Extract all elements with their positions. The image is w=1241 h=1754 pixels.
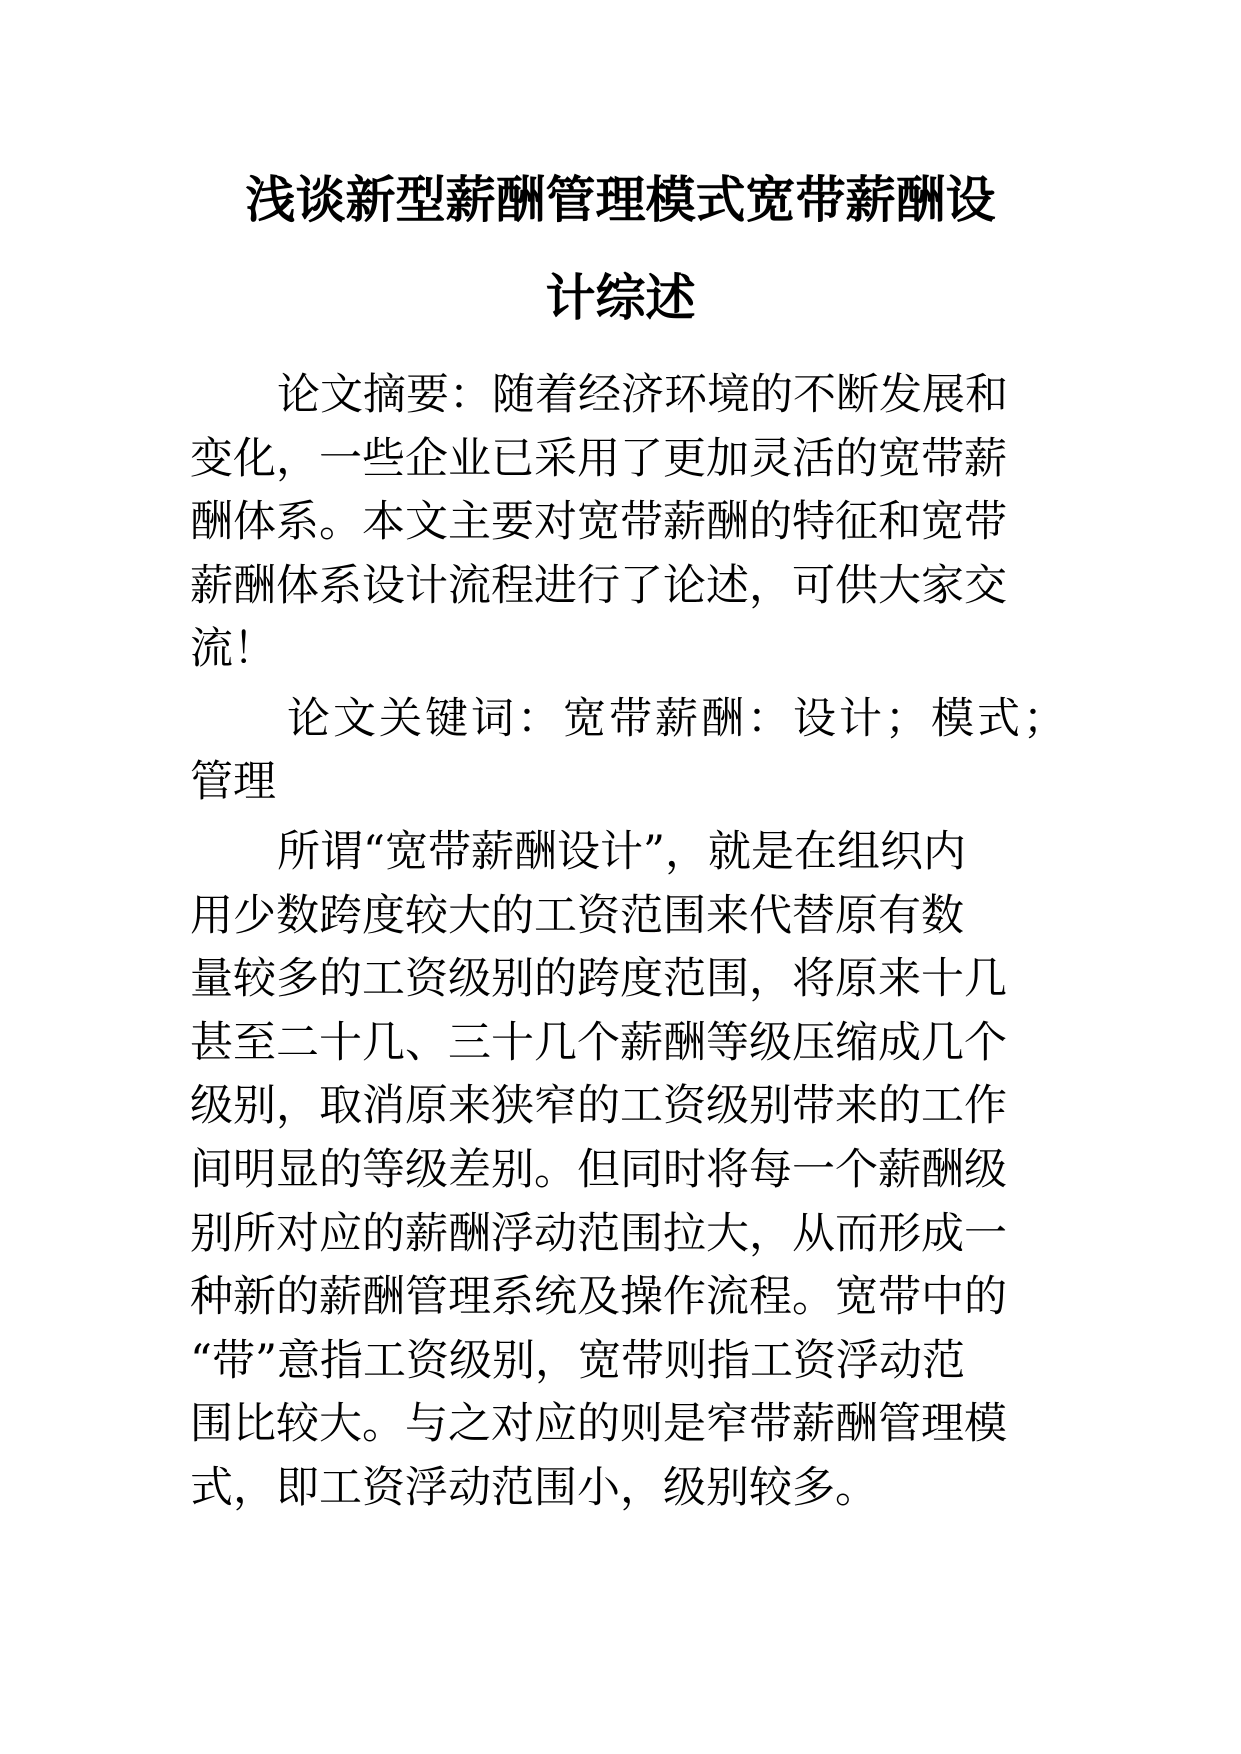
body-line-1: 所谓“宽带薪酬设计”，就是在组织内 (277, 827, 966, 877)
keywords-line-1: 论文关键词：宽带薪酬：设计；模式； (287, 694, 1069, 744)
body-line-6: 间明显的等级差别。但同时将每一个薪酬级 (190, 1145, 1007, 1195)
abstract-line-5: 流！ (190, 624, 276, 674)
abstract-line-1: 论文摘要：随着经济环境的不断发展和 (277, 370, 1008, 420)
document-title-line-2: 计综述 (545, 269, 696, 327)
body-line-4: 甚至二十几、三十几个薪酬等级压缩成几个 (190, 1018, 1007, 1068)
body-line-8: 种新的薪酬管理系统及操作流程。宽带中的 (190, 1272, 1007, 1322)
body-line-9: “带”意指工资级别，宽带则指工资浮动范 (190, 1336, 965, 1386)
abstract-line-4: 薪酬体系设计流程进行了论述，可供大家交 (190, 561, 1007, 611)
body-line-7: 别所对应的薪酬浮动范围拉大，从而形成一 (190, 1209, 1007, 1259)
body-line-3: 量较多的工资级别的跨度范围，将原来十几 (190, 954, 1007, 1004)
abstract-line-2: 变化，一些企业已采用了更加灵活的宽带薪 (190, 434, 1007, 484)
body-line-10: 围比较大。与之对应的则是窄带薪酬管理模 (190, 1399, 1007, 1449)
abstract-line-3: 酬体系。本文主要对宽带薪酬的特征和宽带 (190, 497, 1007, 547)
body-line-2: 用少数跨度较大的工资范围来代替原有数 (190, 891, 964, 941)
body-line-11: 式，即工资浮动范围小，级别较多。 (190, 1463, 878, 1513)
document-title-line-1: 浅谈新型薪酬管理模式宽带薪酬设 (245, 171, 996, 229)
keywords-line-2: 管理 (190, 757, 276, 807)
body-line-5: 级别，取消原来狭窄的工资级别带来的工作 (190, 1081, 1007, 1131)
